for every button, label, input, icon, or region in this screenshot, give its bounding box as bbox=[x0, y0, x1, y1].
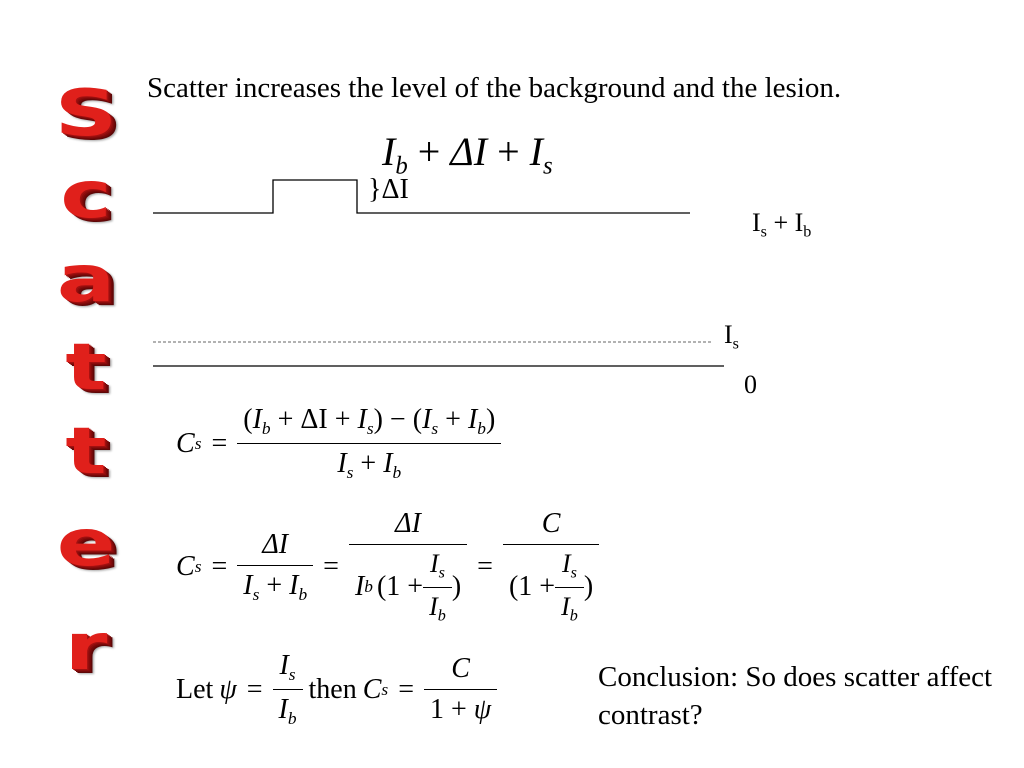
scatter-symbol: I bbox=[724, 320, 733, 349]
math-subscript: s bbox=[570, 564, 577, 582]
cs-symbol: C bbox=[176, 550, 195, 582]
side-title-letter: S bbox=[54, 77, 118, 151]
lesion-profile-line bbox=[153, 180, 690, 213]
equals-sign: = bbox=[323, 550, 339, 582]
cs-subscript: s bbox=[194, 556, 202, 576]
cs-symbol: C bbox=[362, 673, 382, 705]
fraction-denominator bbox=[273, 690, 303, 729]
fraction bbox=[273, 650, 303, 729]
delta-label: }ΔI bbox=[368, 174, 409, 205]
math-text: ( bbox=[243, 404, 253, 435]
zero-label: 0 bbox=[744, 370, 757, 399]
math-text: (1 + bbox=[508, 571, 556, 603]
scatter-level-label bbox=[724, 320, 739, 354]
math-text: I bbox=[383, 448, 393, 480]
formula-symbol: ΔI bbox=[450, 129, 488, 174]
math-text: I bbox=[278, 694, 288, 726]
math-text: ) bbox=[485, 404, 496, 435]
formula-subscript: b bbox=[395, 152, 408, 180]
conclusion-text: Conclusion: So does scatter affect contrast? bbox=[598, 661, 993, 731]
fraction bbox=[349, 508, 467, 625]
math-text: I bbox=[354, 571, 365, 603]
math-subscript: s bbox=[346, 463, 354, 483]
math-text: I bbox=[429, 591, 438, 621]
side-title-letter: r bbox=[64, 611, 108, 685]
equals-sign: = bbox=[211, 427, 228, 459]
equals-sign: = bbox=[398, 673, 414, 705]
equation-contrast-simplified bbox=[176, 508, 599, 625]
math-subscript: b bbox=[298, 584, 308, 604]
level-plus: + I bbox=[766, 208, 804, 237]
cs-symbol: C bbox=[176, 427, 195, 459]
math-text: I bbox=[279, 650, 289, 681]
level-label bbox=[752, 208, 811, 242]
math-subscript: b bbox=[392, 463, 402, 483]
math-subscript: s bbox=[431, 419, 439, 439]
math-text: ΔI bbox=[262, 528, 289, 560]
equals-sign: = bbox=[477, 550, 493, 582]
math-text: Let bbox=[176, 673, 214, 705]
math-text: + bbox=[438, 404, 468, 435]
equals-sign: = bbox=[246, 673, 263, 705]
math-subscript: s bbox=[288, 665, 296, 685]
cs-subscript: s bbox=[194, 433, 202, 453]
fraction-numerator bbox=[503, 508, 599, 545]
fraction-numerator bbox=[555, 549, 584, 588]
level-symbol: I bbox=[752, 208, 761, 237]
side-title-letter: c bbox=[60, 159, 112, 233]
math-text: 1 + bbox=[429, 694, 474, 726]
scatter-subscript: s bbox=[732, 335, 739, 353]
fraction bbox=[424, 653, 497, 726]
formula-operator: + bbox=[497, 129, 520, 174]
math-subscript: b bbox=[261, 419, 271, 439]
math-text: I bbox=[337, 448, 347, 480]
math-text: I bbox=[561, 591, 570, 621]
math-text: I bbox=[467, 404, 478, 435]
fraction-numerator bbox=[424, 653, 497, 690]
math-text: C bbox=[541, 508, 561, 539]
math-text: + bbox=[259, 569, 290, 601]
inner-fraction bbox=[423, 549, 452, 625]
slide-title: Scatter increases the level of the background and the lesion. bbox=[147, 72, 842, 104]
equation-contrast-definition bbox=[176, 404, 501, 483]
math-subscript: s bbox=[366, 419, 374, 439]
fraction-denominator bbox=[349, 545, 467, 625]
math-text: ) − ( bbox=[373, 404, 423, 435]
side-title-letter: t bbox=[65, 415, 107, 489]
math-text: + ΔI + bbox=[270, 404, 358, 435]
formula-operator: + bbox=[417, 129, 441, 174]
fraction-denominator bbox=[503, 545, 599, 625]
math-text: I bbox=[357, 404, 367, 435]
math-text: ) bbox=[451, 571, 462, 603]
fraction bbox=[237, 404, 501, 483]
side-title-letter: t bbox=[65, 331, 107, 405]
psi-symbol: ψ bbox=[473, 694, 492, 726]
formula-symbol: I bbox=[382, 129, 396, 174]
math-subscript: b bbox=[364, 577, 373, 597]
math-subscript: b bbox=[477, 419, 486, 439]
math-text: I bbox=[561, 549, 571, 578]
equals-sign: = bbox=[211, 550, 228, 582]
math-subscript: s bbox=[252, 584, 260, 604]
level-subscript: s bbox=[760, 223, 767, 241]
math-text: I bbox=[243, 569, 253, 601]
math-subscript: b bbox=[569, 607, 578, 625]
math-subscript: s bbox=[438, 564, 445, 582]
level-subscript: b bbox=[803, 223, 812, 241]
fraction-denominator bbox=[237, 566, 313, 605]
side-title-letter: e bbox=[56, 507, 116, 581]
equation-psi-substitution bbox=[176, 650, 497, 729]
cs-subscript: s bbox=[381, 679, 389, 699]
math-text: I bbox=[422, 404, 432, 435]
math-text: ) bbox=[583, 571, 594, 603]
math-text: I bbox=[429, 549, 439, 578]
fraction-denominator bbox=[423, 588, 452, 626]
fraction-denominator bbox=[237, 444, 501, 483]
math-text: I bbox=[252, 404, 262, 435]
math-text: + bbox=[353, 448, 384, 480]
inner-fraction bbox=[555, 549, 584, 625]
formula-symbol: I bbox=[529, 129, 543, 174]
math-subscript: b bbox=[437, 607, 446, 625]
math-text: (1 + bbox=[376, 571, 424, 603]
math-text: ΔI bbox=[395, 508, 421, 539]
fraction-numerator bbox=[237, 529, 313, 566]
formula-subscript: s bbox=[542, 152, 553, 180]
math-subscript: b bbox=[287, 709, 297, 729]
fraction bbox=[503, 508, 599, 625]
fraction-numerator bbox=[273, 650, 303, 690]
fraction-numerator bbox=[349, 508, 467, 545]
fraction-numerator bbox=[423, 549, 452, 588]
psi-symbol: ψ bbox=[219, 673, 237, 705]
math-text: I bbox=[289, 569, 299, 601]
fraction-denominator bbox=[424, 690, 497, 726]
fraction-numerator bbox=[237, 404, 501, 444]
fraction-denominator bbox=[555, 588, 584, 626]
side-title-letter: a bbox=[56, 243, 116, 317]
math-text: then bbox=[308, 673, 357, 705]
fraction bbox=[237, 529, 313, 605]
math-text: C bbox=[451, 653, 470, 685]
